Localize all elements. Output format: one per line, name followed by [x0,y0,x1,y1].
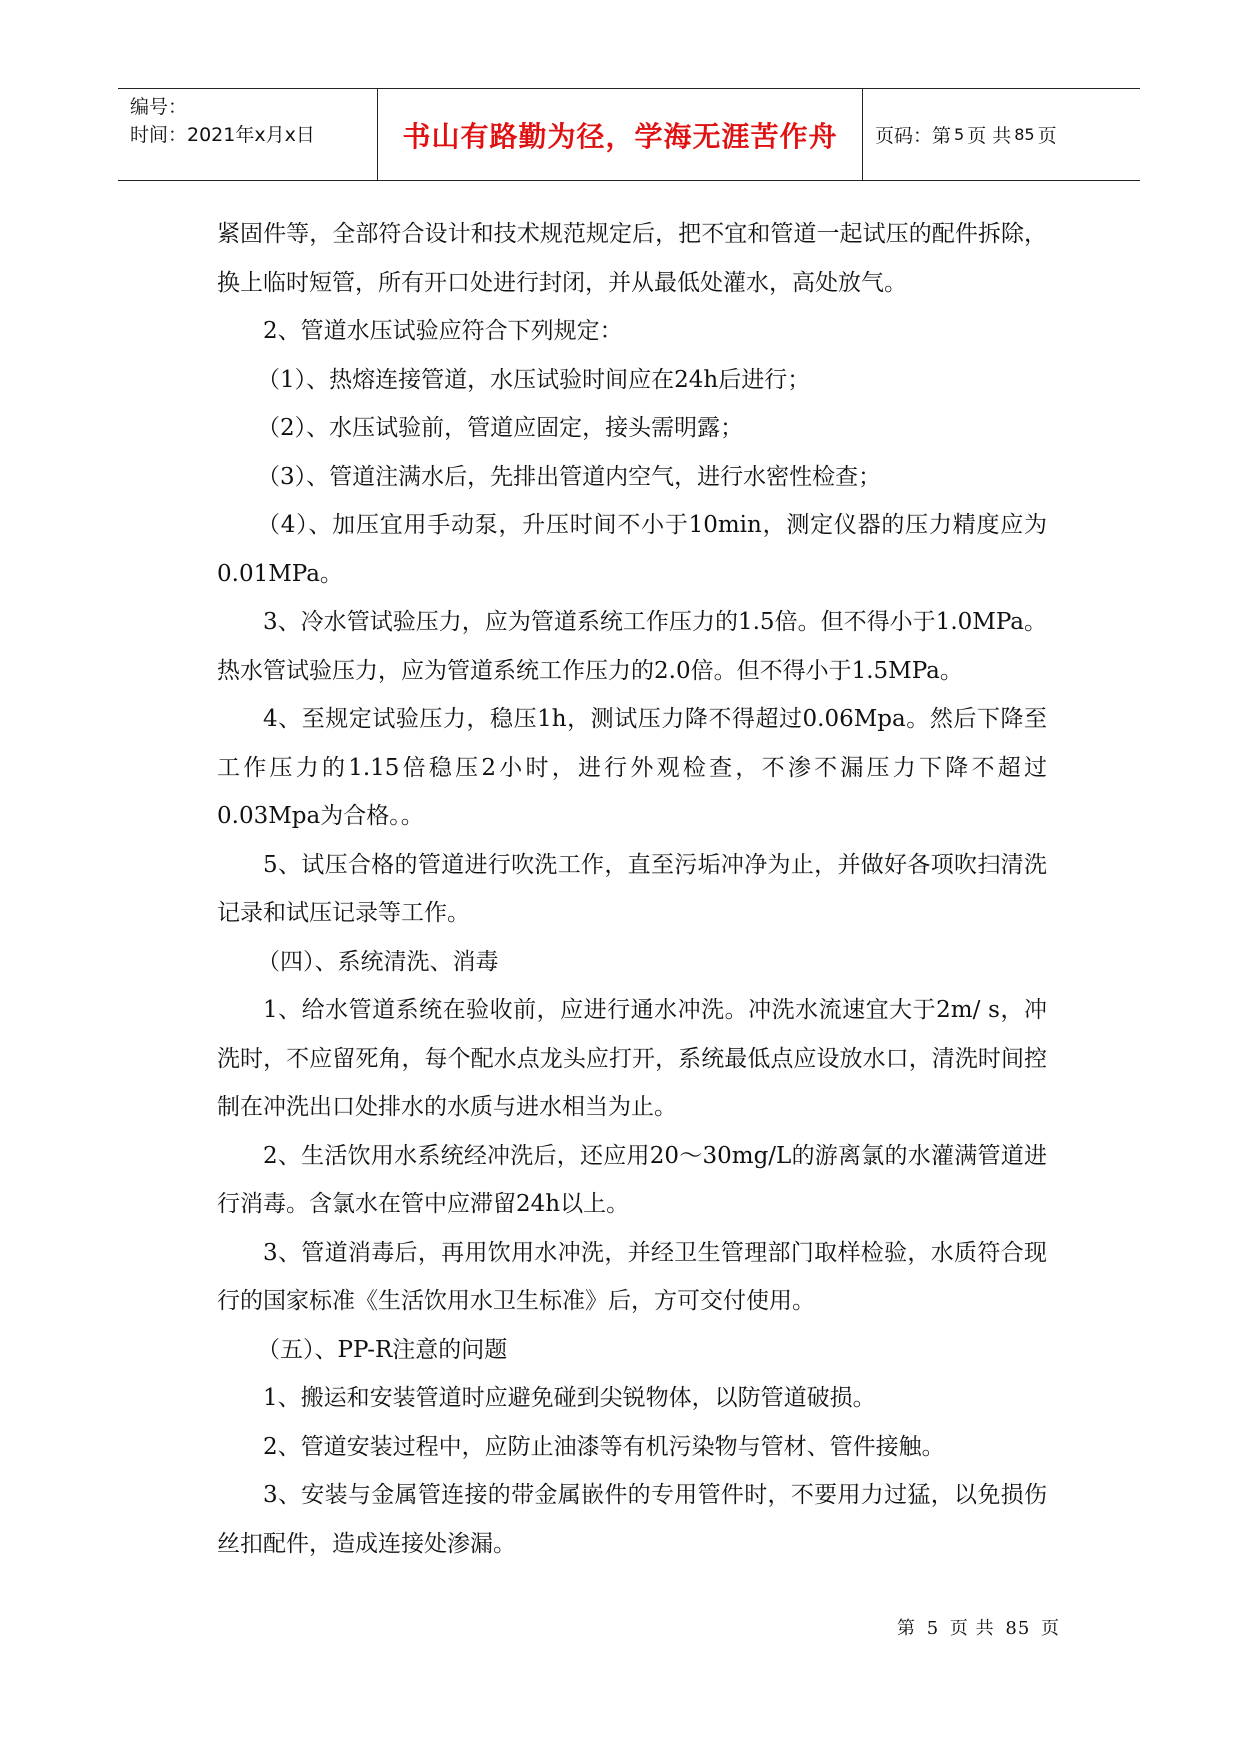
document-body [217,210,1047,1568]
paragraph: （3）、管道注满水后，先排出管道内空气，进行水密性检查； [257,463,882,490]
header-page-suffix: 页 [1037,125,1057,147]
footer-page-current: 5 [926,1618,940,1639]
footer-mid: 页 共 [949,1618,995,1639]
time-label: 时间：2021年x月x日 [130,124,315,146]
paragraph: 2、生活饮用水系统经冲洗后，还应用20～30mg/L的游离氯的水灌满管道进行消毒。含氯水在管中应滞留24h以上。 [217,1142,1047,1217]
paragraph: 1、给水管道系统在验收前，应进行通水冲洗。冲洗水流速宜大于2m/ s，冲洗时，不应留死角，每个配水点龙头应打开，系统最低点应设放水口，清洗时间控制在冲洗出口处排水的水质与进水相当为止。 [217,997,1047,1120]
doc-number-label: 编号： [130,96,188,118]
paragraph: 2、管道水压试验应符合下列规定： [263,318,623,344]
header-meta [118,89,378,180]
header-page-mid: 页 共 [967,125,1012,147]
paragraph: （4）、加压宜用手动泵，升压时间不小于10min，测定仪器的压力精度应为0.01MPa。 [217,512,1047,587]
footer-page-total: 85 [1005,1618,1031,1639]
header-page-info [863,89,1140,180]
page-footer [895,1614,1062,1640]
header-page-total: 85 [1014,125,1035,144]
header-page-current: 5 [954,125,965,144]
header-page-prefix: 页码：第 [875,125,952,147]
paragraph: （2）、水压试验前，管道应固定，接头需明露； [257,415,744,441]
paragraph: 5、试压合格的管道进行吹洗工作，直至污垢冲净为止，并做好各项吹扫清洗记录和试压记录等工作。 [217,851,1047,926]
paragraph: 1、搬运和安装管道时应避免碰到尖锐物体，以防管道破损。 [263,1385,876,1411]
footer-suffix: 页 [1041,1618,1061,1639]
paragraph: 4、至规定试验压力，稳压1h，测试压力降不得超过0.06Mpa。然后下降至工作压力的1.15倍稳压2小时，进行外观检查，不渗不漏压力下降不超过0.03Mpa为合格。。 [217,706,1047,829]
paragraph: 3、冷水管试验压力，应为管道系统工作压力的1.5倍。但不得小于1.0MPa。热水管试验压力，应为管道系统工作压力的2.0倍。但不得小于1.5MPa。 [217,609,1047,684]
paragraph: 紧固件等，全部符合设计和技术规范规定后，把不宜和管道一起试压的配件拆除，换上临时短管，所有开口处进行封闭，并从最低处灌水，高处放气。 [217,221,1047,296]
paragraph: （1）、热熔连接管道，水压试验时间应在24h后进行； [257,366,811,393]
section-heading: （五）、PP-R注意的问题 [257,1336,508,1363]
page-header [118,88,1140,181]
paragraph: 3、管道消毒后，再用饮用水冲洗，并经卫生管理部门取样检验，水质符合现行的国家标准《生活饮用水卫生标准》后，方可交付使用。 [217,1239,1047,1314]
footer-prefix: 第 [897,1618,916,1639]
paragraph: 3、安装与金属管连接的带金属嵌件的专用管件时，不要用力过猛，以免损伤丝扣配件，造成连接处渗漏。 [217,1482,1047,1557]
header-motto: 书山有路勤为径，学海无涯苦作舟 [378,89,863,180]
paragraph: 2、管道安装过程中，应防止油漆等有机污染物与管材、管件接触。 [263,1433,945,1460]
section-heading: （四）、系统清洗、消毒 [257,948,499,975]
